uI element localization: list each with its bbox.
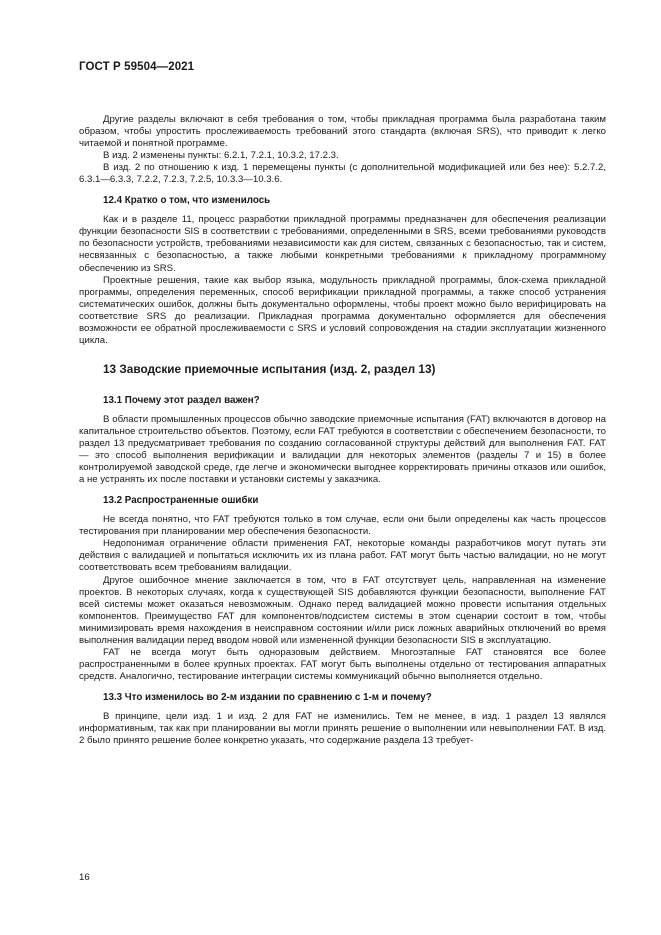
section-13-heading: 13 Заводские приемочные испытания (изд. 2, раздел 13) <box>103 361 436 376</box>
page-number: 16 <box>79 872 90 883</box>
paragraph: Другое ошибочное мнение заключается в том, что в FAT отсутствует цель, направленная на изменение проектов. В некоторых случаях, когда к существующей SIS добавляются функции безопасности, выполнение FAT всей системы может оказаться невозможным. Однако перед валидацией можно провести испытания отдельных компонентов. Преимущество FAT для компонентов/подсистем системы в этом сценарии состоит в том, чтобы минимизировать время нахождения в неисправном состоянии и/или риск ложных аварийных отключений во время выполнения валидации перед вводом новой или измененной функции безопасности SIS в эксплуатацию. <box>79 574 606 646</box>
paragraph: В принципе, цели изд. 1 и изд. 2 для FAT не изменились. Тем не менее, в изд. 1 раздел 13 являлся информативным, так как при планировании вы могли принять решение о выполнении или невыполнении FAT. В изд. 2 было принято решение более конкретно указать, что содержание раздела 13 требует- <box>79 710 606 747</box>
paragraph: Недопонимая ограничение области применения FAT, некоторые команды разработчиков могут путать эти действия с валидацией и попытаться исключить их из плана работ. FAT могут быть частью валидации, но не могут соответствовать всем требованиям валидации. <box>79 538 606 574</box>
section-13-2-heading: 13.2 Распространенные ошибки <box>103 495 259 507</box>
section-13-3-heading: 13.3 Что изменилось во 2-м издании по сравнению с 1-м и почему? <box>103 691 432 703</box>
section-13-1-heading: 13.1 Почему этот раздел важен? <box>103 394 260 406</box>
standard-header: ГОСТ Р 59504—2021 <box>79 61 195 73</box>
intro-paragraph: В изд. 2 по отношению к изд. 1 перемещены пункты (с дополнительной модификацией или без нее): 5.2.7.2, 6.3.1—6.3.3, 7.2.2, 7.2.3, 7.2.5, 10.3.3—10.3.6. <box>79 162 606 186</box>
paragraph: Не всегда понятно, что FAT требуются только в том случае, если они были определены как часть процессов тестирования при планировании мер обеспечения безопасности. <box>79 514 606 538</box>
intro-paragraph: В изд. 2 изменены пункты: 6.2.1, 7.2.1, 10.3.2, 17.2.3. <box>103 150 339 162</box>
paragraph: В области промышленных процессов обычно заводские приемочные испытания (FAT) включаются в договор на капитальное строительство объектов. Поэтому, если FAT требуются в соответствии с обеспечением безопасности, то раздел 13 предусматривает требования по созданию согласованной структуры действий для выполнения FAT. FAT — это способ выполнения верификации и валидации для некоторых элементов (разделы 7 и 15) в более контролируемой заводской среде, где легче и экономически выгоднее корректировать причины отказов или ошибок, а не устранять их после поставки и установки системы у заказчика. <box>79 413 606 486</box>
paragraph: FAT не всегда могут быть одноразовым действием. Многоэтапные FAT становятся все более распространенными в более крупных проектах. FAT могут быть выполнены отдельно от тестирования аппаратных средств. Аналогично, тестирование интеграции системы коммуникаций обычно выполняется отдельно. <box>79 646 606 682</box>
paragraph: Проектные решения, такие как выбор языка, модульность прикладной программы, блок-схема прикладной программы, определения переменных, способ верификации прикладной программы, а также способ устранения систематических ошибок, должны быть документально оформлены, чтобы проект можно было верифицировать на соответствие SRS до реализации. Прикладная программа документально оформляется для обеспечения возможности ее обратной прослеживаемости с SRS и условий сопровождения на стадии эксплуатации жизненного цикла. <box>79 274 606 346</box>
intro-paragraph: Другие разделы включают в себя требования о том, чтобы прикладная программа была разработана таким образом, чтобы упростить прослеживаемость требований этого стандарта (включая SRS), что приводит к легко читаемой и понятной программе. <box>79 114 606 150</box>
section-12-4-heading: 12.4 Кратко о том, что изменилось <box>103 195 271 207</box>
document-body <box>79 114 606 747</box>
paragraph: Как и в разделе 11, процесс разработки прикладной программы предназначен для обеспечения реализации функции безопасности SIS в соответствии с требованиями, определенными в SRS, всеми требованиями руководств по безопасности устройств, требованиями независимости как для систем, связанных с безопасностью, так и систем, несвязанных с безопасностью, а также любыми конкретными требованиями к прикладному программному обеспечению из SRS. <box>79 214 606 274</box>
